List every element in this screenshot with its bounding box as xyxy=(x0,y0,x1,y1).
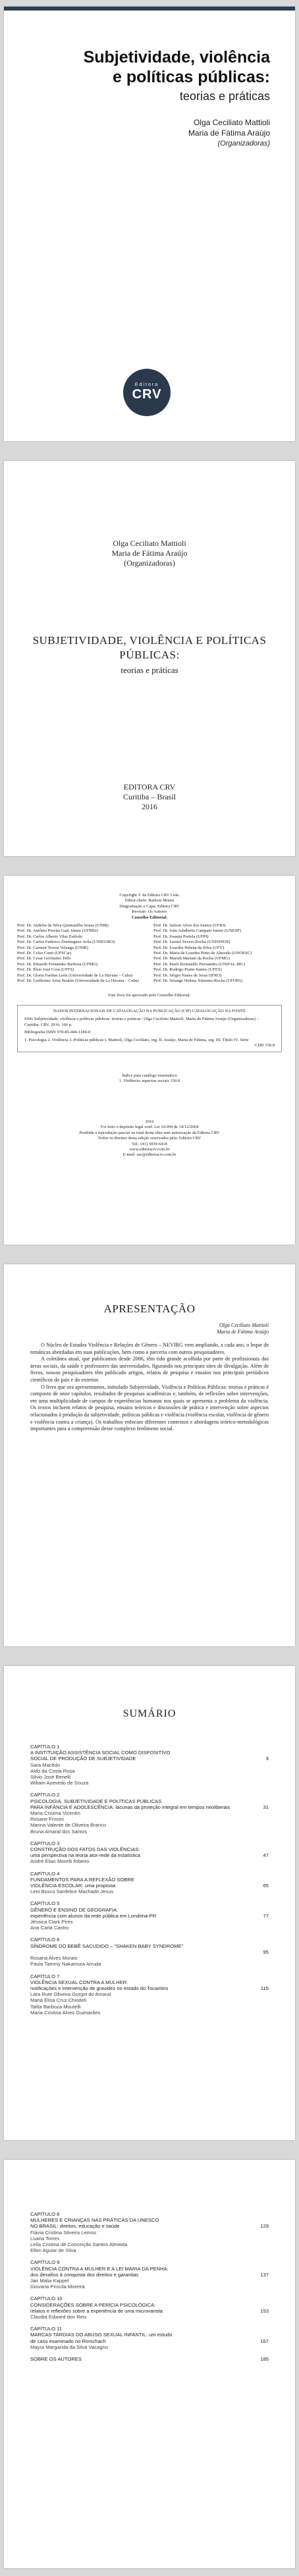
toc-entry[interactable] xyxy=(30,1840,269,1865)
page-number: 9 xyxy=(265,1756,269,1762)
peer-review-note: Este livro foi aprovado pelo Conselho Editorial. xyxy=(108,993,191,998)
paragraph: A coletânea atual, que publicamos desde 2006, têm tido grande acolhida por parte de profissionais das áreas sociais, da saúde e professores das universidades, figurando nos principais sites de divulgação. Além de livros, nossos pesquisadores têm publicado artigos, relatos de pesquisa e ensaios nos principais periódicos científicos do país e do exterior. xyxy=(30,1356,269,1383)
council-member: Prof. Dr. Solange Helena Ximenes-Rocha (UFOPA) xyxy=(153,979,243,984)
contents-heading: SUMÁRIO xyxy=(122,1708,177,1719)
page-number: 167 xyxy=(260,2338,269,2344)
council-right-column xyxy=(153,923,282,984)
chapter-author: Talita Barboza Moutelli xyxy=(30,2003,81,2010)
contents-page xyxy=(4,1666,295,2140)
chapter-title: VIOLÊNCIA CONTRA A MULHER E A LEI MARIA DA PENHA: xyxy=(30,2265,169,2272)
council-member: Prof. Dr. Gloria Fariñas León (Universidade de La Havana – Cuba) xyxy=(17,973,133,978)
chapter-title-cont: SOCIAL DE PRODUÇÃO DE SUBJETIVIDADE xyxy=(30,1756,136,1762)
page-number: 77 xyxy=(263,1912,269,1919)
page-number: 115 xyxy=(260,1985,269,1991)
presentation-byline: Olga Ceciliato Mattioli Maria de Fátima Araújo xyxy=(217,1322,269,1335)
chapter-title: A INSTITUIÇÃO ASSISTÊNCIA SOCIAL COMO DISPOSITIVO xyxy=(30,1750,171,1756)
contents-list xyxy=(30,1744,269,2022)
council-member: Prof. Dr. Celso Conti (UFSCar) xyxy=(17,951,72,956)
chapter-title: FUNDAMENTOS PARA A REFLEXÃO SOBRE xyxy=(30,1876,134,1883)
council-left-column xyxy=(17,923,146,984)
page-number: 31 xyxy=(263,1804,269,1810)
cover-authors: Olga Ceciliato Mattioli Maria de Fátima Araújo (Organizadoras) xyxy=(188,118,270,148)
chapter-author: Rosana Alves Morais xyxy=(30,1955,78,1962)
book-subtitle: teorias e práticas xyxy=(179,90,270,103)
toc-entry[interactable] xyxy=(30,1973,269,2016)
chapter-title: VIOLÊNCIA SEXUAL CONTRA A MULHER: xyxy=(30,1979,128,1985)
council-member: Prof. Dr. Leonel Severo Rocha (UNISINOS) xyxy=(153,940,231,945)
council-member: Prof. Dr. Jailson Alves dos Santos (UFRJ) xyxy=(153,923,226,928)
publisher-logo-icon: Editora CRV xyxy=(123,369,171,416)
title-page-publisher: EDITORA CRV Curitiba – Brasil 2016 xyxy=(123,782,176,811)
title-page-authors: Olga Ceciliato Mattioli Maria de Fátima Araújo (Organizadoras) xyxy=(111,539,188,568)
council-member: Prof. Dr. Josania Portela (UFPI) xyxy=(153,934,209,939)
chapter-author: Lara Rute Oliveira Gorgel do Amaral xyxy=(30,1991,111,1998)
title-page xyxy=(4,461,295,856)
council-member: Prof. Dr. Carlos Federico Dominguez Avila (UNIEURO) xyxy=(17,940,115,945)
chapter-title: CONSIDERAÇÕES SOBRE A PERÍCIA PSICOLÓGICA: xyxy=(30,2301,156,2308)
toc-entry[interactable] xyxy=(30,2211,269,2253)
chapter-number: CAPÍTULO 1 xyxy=(30,1744,60,1750)
chapter-number: CAPÍTULO 4 xyxy=(30,1870,60,1877)
chapter-title-cont: NO BRASIL: direitos, educação e saúde xyxy=(30,2223,120,2230)
council-member: Prof. Dr. João Adalberto Campato Junior (UNESP) xyxy=(153,928,241,934)
chapter-title-cont xyxy=(30,1949,263,1955)
paragraph: O livro que ora apresentamos, intitulado Subjetividade, Violência e Políticas Públicas: teorias e práticas é composto de onze capítulos, resultados de pesquisas acadêmicas e, também, de reflexões sobre intervenções, em uma multiplicidade de campos de experiências humanas nos quais se apresenta o problema da violência. Os textos incluem relatos de pesquisa, ensaios teóricos e discussões de prática e intervenção sobre aspectos relacionados à produção da subjetividade, políticas públicas e violência (violência escolar, violência de gênero e violência contra a criança). Os trabalhos enfocam diferentes contextos e abordagens teórico-metodológicas importantes para a compreensão desse complexo fenômeno social. xyxy=(30,1383,269,1432)
council-member: Prof. Dr. Carmen Tereza Velanga (UNIR) xyxy=(17,945,88,950)
chapter-author: Paula Tammy Nakamura Arruda xyxy=(30,1961,101,1968)
chapter-author: Maria Elisa Cruz Chiodeli xyxy=(30,1997,87,2004)
title-page-title: SUBJETIVIDADE, VIOLÊNCIA E POLÍTICAS PÚBLICAS: xyxy=(32,634,267,661)
chapter-author: Ana Carla Castro xyxy=(30,1925,69,1931)
chapter-title: GÊNERO E ENSINO DE GEOGRAFIA: xyxy=(30,1906,119,1913)
book-title: Subjetividade, violência e políticas públicas: xyxy=(83,48,270,86)
toc-entry-about[interactable] xyxy=(30,2356,269,2362)
chapter-author: Jéssica Clark Pires xyxy=(30,1919,73,1925)
council-member: Prof. Dr. Lourdes Helena da Silva (UFV) xyxy=(153,945,225,950)
council-member: Prof. Dr. Guillermo Arias Beatón (Universidade de La Havana – Cuba) xyxy=(17,979,139,984)
chapter-author: Marina Valente de Oliveira Branco xyxy=(30,1822,107,1829)
chapter-author: Ellen Aguiar de Silva xyxy=(30,2247,76,2254)
copyright-header: Copyright © da Editora CRV Ltda. Editor-chefe: Railson Moura Diagramação e Capa: Editora CRV Revisão: Os Autores Conselho Editorial: xyxy=(119,893,180,920)
chapter-number: CAPÍTULO 11 xyxy=(30,2326,62,2332)
page-number: 185 xyxy=(260,2356,269,2363)
chapter-title: MARCAS TARDIAS DO ABUSO SEXUAL INFANTIL: um estudo xyxy=(30,2332,173,2338)
presentation-page xyxy=(4,1264,295,1646)
chapter-author: Rosane Frosini xyxy=(30,1816,65,1823)
contents-page-continued xyxy=(4,2160,295,2568)
contents-list-continued xyxy=(30,2211,269,2368)
chapter-author: Leni Bosco Sanfelice Machado Jesus xyxy=(30,1889,114,1895)
presentation-body xyxy=(30,1342,269,1433)
page-number: 95 xyxy=(263,1948,269,1955)
chapter-author: Bruna Amaral dos Santos xyxy=(30,1828,88,1835)
toc-entry[interactable] xyxy=(30,2295,269,2320)
toc-entry[interactable] xyxy=(30,1937,269,1967)
chapter-author: Leila Cristina de Conceição Santos Almeida xyxy=(30,2241,128,2248)
chapter-title-cont: notificações e intervenção de gravidez no estado do Tocantins xyxy=(30,1985,169,1991)
chapter-number: CAPÍTULO 3 xyxy=(30,1840,60,1846)
chapter-number: CAPÍTULO 2 xyxy=(30,1792,60,1798)
copyright-footer: 2016 Foi feito o depósito legal conf. Lei 10.994 de 14/12/2004 Proibida a reprodução parcial ou total desta obra sem autorização da Editora CRV Todos os direitos desta edição reservados pela: Editora CRV Tel.: (41) 3039-6418 www.editoracrv.com.br E-mail: sac@editoracrv.com.br xyxy=(79,1119,220,1158)
title-page-subtitle: teorias e práticas xyxy=(121,665,178,675)
chapter-title-cont: uma perspectiva na teoria ator-rede da estatística xyxy=(30,1852,141,1859)
chapter-title-cont: PARA INFÂNCIA E ADOLESCÊNCIA: lacunas da proteção integral em tempos neoliberais xyxy=(30,1804,231,1810)
chapter-title-cont: VIOLÊNCIA ESCOLAR: uma proposta xyxy=(30,1883,116,1889)
chapter-author: Maria Cristina Vicentin xyxy=(30,1810,80,1817)
page-number: 47 xyxy=(263,1852,269,1859)
toc-entry[interactable] xyxy=(30,2259,269,2290)
chapter-author: Flávia Cristina Silveira Lemos xyxy=(30,2229,97,2236)
council-member: Prof. Dr. Maria de Lourdes Pinto de Almeida (UNOESC) xyxy=(153,951,252,956)
chapter-number: CAPÍTULO 8 xyxy=(30,2211,60,2217)
council-member: Prof. Dr. Antônio Pereira Gaio Júnior (UFRRJ) xyxy=(17,928,98,934)
paragraph: O Núcleo de Estudos Violência e Relações de Gênero – NEVIRG vem ampliando, a cada ano, o leque de temáticas abordadas em suas publicações, bem como a parceria com outros pesquisadores. xyxy=(30,1342,269,1355)
chapter-title: CONSTRUÇÃO DOS FATOS DAS VIOLÊNCIAS: xyxy=(30,1846,140,1853)
chapter-title: PSICOLOGIA, SUBJETIVIDADE E POLÍTICAS PÚBLICAS xyxy=(30,1798,162,1804)
chapter-title-cont: experiência com alunos da rede pública em Londrina-PR xyxy=(30,1912,157,1919)
chapter-title-cont: relatos e reflexões sobre a experiência de uma microvarista xyxy=(30,2307,163,2314)
council-member: Prof. Dr. Eduardo Fernandes Barbosa (UFMG) xyxy=(17,961,98,967)
page-number: 153 xyxy=(260,2307,269,2314)
cip-box: DADOS INTERNACIONAIS DE CATALOGAÇÃO NA PUBLICAÇÃO (CIP) CATALOGAÇÃO NA FONTE S941 Subjetividade, violência e políticas públicas: teorias e práticas / Olga Ceciliato Mattioli, Maria de Fátima Araújo (Organizadoras) – Curitiba: CRV, 2016. 166 p. Bibliografia ISBN 978-85-444-1184-8 1. Psicologia 2. Violência 3. Políticas públicas I. Mattioli, Olga Ceciliato, org. II. Araújo, Maria de Fátima, org. III. Título IV. Série CDD 150.8 xyxy=(17,1005,282,1052)
toc-entry[interactable] xyxy=(30,1744,269,1786)
chapter-number: CAPÍTULO 9 xyxy=(30,2259,60,2266)
council-member: Prof. Dr. Élsio José Corá (UFFS) xyxy=(17,967,74,973)
chapter-number: CAPÍTULO 7 xyxy=(30,1973,60,1979)
chapter-author: Aldo da Costa Rosa xyxy=(30,1767,75,1774)
chapter-author: Luana Torres xyxy=(30,2235,60,2241)
systematic-index: Índice para catálogo sistemático 1. Violência: aspectos sociais 150.8 xyxy=(119,1073,180,1084)
chapter-author: Maria Cristina Alves Guimarães xyxy=(30,2009,101,2016)
council-member: Prof. Dr. Paulo Romualdo Hernandes (UNIFAL-MG) xyxy=(153,961,246,967)
chapter-author: Sara Macêdo xyxy=(30,1761,61,1768)
page-number: 129 xyxy=(260,2223,269,2230)
chapter-author: Jair Malia Kappel xyxy=(30,2278,69,2284)
council-member: Prof. Dr. Mariah Mariani da Rocha (UFMG) xyxy=(153,956,230,961)
cover-top-rule xyxy=(4,7,295,11)
chapter-author: Wiliam Azevedo de Souza xyxy=(30,1780,89,1786)
chapter-author: Claudia Edward dos Reis xyxy=(30,2314,87,2321)
council-member: Prof. Dr. Carlos Alberto Vilar Estêvão xyxy=(17,934,82,939)
chapter-number: CAPÍTULO 5 xyxy=(30,1900,60,1907)
cover-page xyxy=(4,7,295,441)
chapter-number: CAPÍTULO 6 xyxy=(30,1937,60,1943)
about-authors-title: SOBRE OS AUTORES xyxy=(30,2356,82,2363)
council-member: Prof. Dr. Cesar Gerónimo Tello xyxy=(17,956,71,961)
presentation-heading: APRESENTAÇÃO xyxy=(103,1302,196,1315)
council-member: Prof. Dr. Andréia da Silva Quintanilha Sousa (UNIR) xyxy=(17,923,109,928)
page-number: 65 xyxy=(263,1883,269,1889)
chapter-author: Silvio José Benelli xyxy=(30,1774,71,1781)
chapter-author: André Elias Morelli Ribeiro xyxy=(30,1858,90,1865)
chapter-title: SÍNDROME DO BEBÊ SACUDIDO – "SHAKEN BABY SYNDROME" xyxy=(30,1943,184,1949)
copyright-page xyxy=(4,876,295,1245)
chapter-author: Mayra Margarida da Silva Vacagno xyxy=(30,2344,109,2350)
chapter-author: Giovana Priscila Moreira xyxy=(30,2284,85,2290)
toc-entry[interactable] xyxy=(30,1871,269,1895)
council-member: Prof. Dr. Sérgio Nunes de Jesus (IFRO) xyxy=(153,973,222,978)
toc-entry[interactable] xyxy=(30,1900,269,1931)
chapter-title-cont: dos desafios à conquista dos direitos e garantias xyxy=(30,2271,139,2278)
toc-entry[interactable] xyxy=(30,1792,269,1834)
council-member: Prof. Dr. Rodrigo Pratte-Santos (UFES) xyxy=(153,967,222,973)
chapter-title-cont: de caso examinado no Rorschach xyxy=(30,2338,106,2344)
chapter-title: MULHERES E CRIANÇAS NAS PRÁTICAS DA UNESCO xyxy=(30,2217,159,2224)
editorial-council xyxy=(17,923,282,984)
chapter-number: CAPÍTULO 10 xyxy=(30,2295,63,2302)
toc-entry[interactable] xyxy=(30,2326,269,2350)
page-number: 137 xyxy=(260,2271,269,2278)
